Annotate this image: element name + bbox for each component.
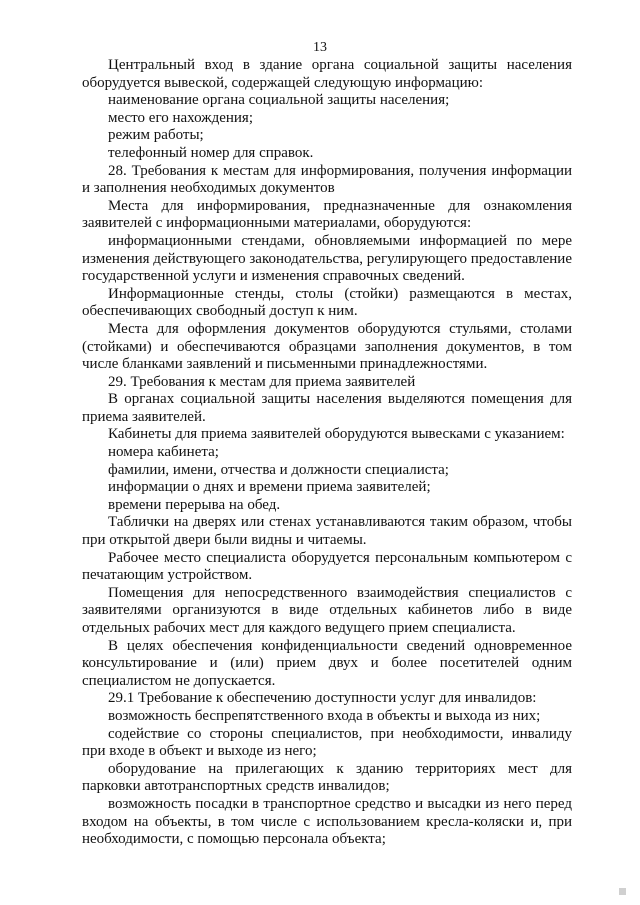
paragraph: Информационные стенды, столы (стойки) размещаются в местах, обеспечивающих свободный доступ к ним. (82, 285, 572, 320)
list-item: телефонный номер для справок. (108, 144, 314, 161)
section-heading-29-1: 29.1 Требование к обеспечению доступности услуг для инвалидов: (108, 690, 537, 707)
list-item: фамилии, имени, отчества и должности специалиста; (108, 461, 449, 478)
scan-mark (619, 888, 626, 895)
list-item: оборудование на прилегающих к зданию территориях мест для парковки автотранспортных средств инвалидов; (82, 760, 572, 795)
list-item: информации о днях и времени приема заявителей; (108, 479, 431, 496)
paragraph: Кабинеты для приема заявителей оборудуются вывесками с указанием: (108, 426, 565, 443)
paragraph: Места для оформления документов оборудуются стульями, столами (стойками) и обеспечиваются образцами заполнения документов, в том числе бланками заявлений и письменными принадлежностями. (82, 320, 572, 373)
list-item: номера кабинета; (108, 444, 219, 461)
section-heading-29: 29. Требования к местам для приема заявителей (108, 373, 416, 390)
paragraph: Рабочее место специалиста оборудуется персональным компьютером с печатающим устройством. (82, 549, 572, 584)
paragraph: информационными стендами, обновляемыми информацией по мере изменения действующего законодательства, регулирующего предоставление государственной услуги и изменения справочных сведений. (82, 232, 572, 285)
paragraph: Места для информирования, предназначенные для ознакомления заявителей с информационными материалами, оборудуются: (82, 197, 572, 232)
paragraph: В целях обеспечения конфиденциальности сведений одновременное консультирование и (или) прием двух и более посетителей одним специалистом не допускается. (82, 637, 572, 689)
list-item: место его нахождения; (108, 109, 253, 126)
paragraph: В органах социальной защиты населения выделяются помещения для приема заявителей. (82, 391, 572, 425)
list-item: наименование органа социальной защиты населения; (108, 92, 450, 109)
section-heading-28: 28. Требования к местам для информирования, получения информации и заполнения необходимых документов (82, 162, 572, 197)
paragraph: Таблички на дверях или стенах устанавливаются таким образом, чтобы при открытой двери были видны и читаемы. (82, 514, 572, 549)
list-item: режим работы; (108, 127, 204, 144)
list-item: возможность беспрепятственного входа в объекты и выхода из них; (108, 707, 541, 724)
list-item: возможность посадки в транспортное средство и высадки из него перед входом на объекты, в том числе с использованием кресла-коляски и, при необходимости, с помощью персонала объекта; (82, 795, 572, 848)
document-body (82, 57, 572, 849)
paragraph: Помещения для непосредственного взаимодействия специалистов с заявителями организуются в виде отдельных кабинетов либо в виде отдельных рабочих мест для каждого ведущего прием специалиста. (82, 584, 572, 636)
list-item: содействие со стороны специалистов, при необходимости, инвалиду при входе в объект и выходе из него; (82, 725, 572, 760)
page-number: 13 (313, 40, 327, 55)
paragraph: Центральный вход в здание органа социальной защиты населения оборудуется вывеской, содержащей следующую информацию: (82, 57, 572, 91)
list-item: времени перерыва на обед. (108, 496, 281, 513)
